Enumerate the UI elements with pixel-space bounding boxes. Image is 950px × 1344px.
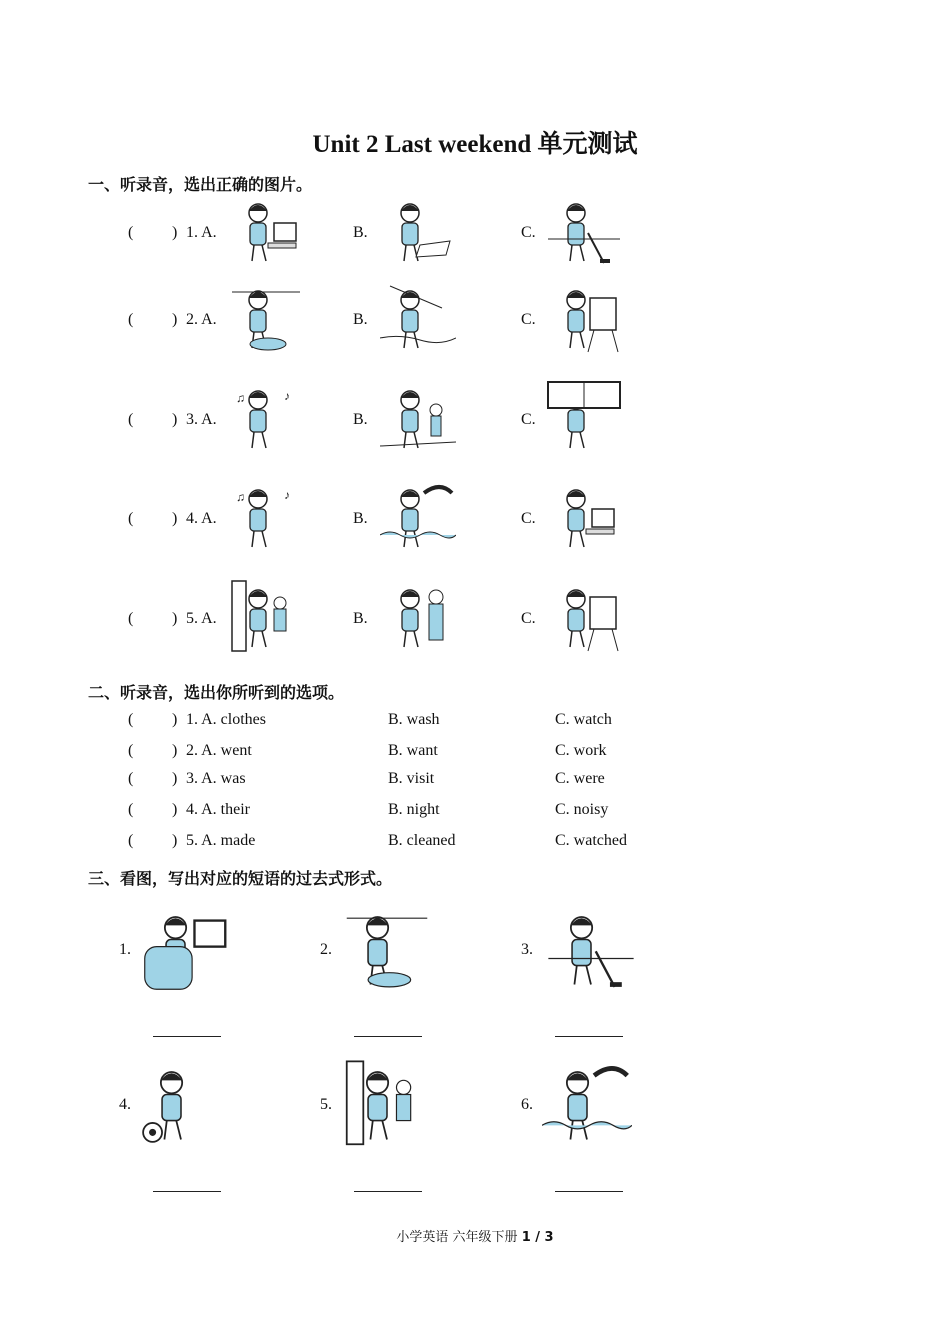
boy-reading-icon[interactable] — [546, 380, 622, 456]
answer-blank[interactable]: ) — [172, 224, 178, 241]
picture-number: 4. — [119, 1096, 131, 1113]
option-b-label: B. — [353, 610, 368, 627]
option-c-label: C. — [521, 411, 536, 428]
option-b-label: B. — [353, 510, 368, 527]
watching-tv-icon[interactable] — [140, 903, 230, 995]
question-number: 1. A. — [186, 224, 217, 241]
boy-swimming-icon[interactable] — [380, 479, 456, 555]
boy-fishing-icon[interactable] — [380, 280, 456, 356]
option-a: 3. A. was — [186, 770, 246, 787]
question-number: 2. A. — [186, 311, 217, 328]
option-b: B. night — [388, 801, 440, 818]
answer-line[interactable] — [354, 1191, 422, 1192]
answer-paren-open: ( — [128, 832, 134, 849]
question-number: 3. A. — [186, 411, 217, 428]
page-number: 1 / 3 — [521, 1230, 554, 1245]
svg-text:♫: ♫ — [236, 391, 245, 405]
answer-blank[interactable]: ) — [172, 411, 178, 428]
answer-blank[interactable]: ) — [172, 711, 178, 728]
answer-line[interactable] — [555, 1191, 623, 1192]
answer-paren-open: ( — [128, 801, 134, 818]
option-c: C. work — [555, 742, 607, 759]
girl-writing-icon[interactable] — [380, 193, 456, 269]
answer-line[interactable] — [153, 1036, 221, 1037]
option-b-label: B. — [353, 411, 368, 428]
section1-heading: 一、听录音，选出正确的图片。 — [88, 175, 313, 194]
svg-text:♫: ♫ — [236, 490, 245, 504]
playing-football-icon[interactable] — [136, 1058, 226, 1150]
option-c: C. noisy — [555, 801, 609, 818]
washing-clothes-icon[interactable] — [342, 903, 432, 995]
option-a: 5. A. made — [186, 832, 256, 849]
answer-paren-open: ( — [128, 770, 134, 787]
answer-line[interactable] — [153, 1191, 221, 1192]
answer-blank[interactable]: ) — [172, 832, 178, 849]
option-b-label: B. — [353, 311, 368, 328]
question-number: 4. A. — [186, 510, 217, 527]
girl-dancing-icon[interactable] — [228, 380, 304, 456]
section2-heading: 二、听录音，选出你所听到的选项。 — [88, 683, 345, 702]
picture-number: 5. — [320, 1096, 332, 1113]
picture-number: 1. — [119, 941, 131, 958]
option-a: 2. A. went — [186, 742, 252, 759]
answer-paren-open: ( — [128, 510, 134, 527]
picture-number: 2. — [320, 941, 332, 958]
girl-sweeping-icon[interactable] — [546, 193, 622, 269]
answer-paren-open: ( — [128, 742, 134, 759]
answer-paren-open: ( — [128, 411, 134, 428]
page-title: Unit 2 Last weekend 单元测试 — [312, 131, 638, 158]
answer-paren-open: ( — [128, 610, 134, 627]
option-c-label: C. — [521, 510, 536, 527]
option-b: B. visit — [388, 770, 435, 787]
answer-paren-open: ( — [128, 224, 134, 241]
option-c-label: C. — [521, 610, 536, 627]
option-a: 1. A. clothes — [186, 711, 266, 728]
answer-blank[interactable]: ) — [172, 610, 178, 627]
answer-line[interactable] — [555, 1036, 623, 1037]
girl-computer-icon[interactable] — [546, 479, 622, 555]
sweeping-floor-icon[interactable] — [546, 903, 636, 995]
girl-singing-icon[interactable] — [228, 479, 304, 555]
answer-blank[interactable]: ) — [172, 311, 178, 328]
girl-woman-talking-icon[interactable] — [380, 579, 456, 655]
option-c-label: C. — [521, 224, 536, 241]
svg-text:♪: ♪ — [284, 389, 290, 403]
section3-heading: 三、看图，写出对应的短语的过去式形式。 — [88, 869, 393, 888]
girl-washing-icon[interactable] — [228, 280, 304, 356]
option-c-label: C. — [521, 311, 536, 328]
answer-line[interactable] — [354, 1036, 422, 1037]
svg-text:♪: ♪ — [284, 488, 290, 502]
option-b-label: B. — [353, 224, 368, 241]
girl-computer-icon[interactable] — [228, 193, 304, 269]
option-b: B. want — [388, 742, 438, 759]
answer-blank[interactable]: ) — [172, 770, 178, 787]
girl-painting-icon[interactable] — [546, 579, 622, 655]
option-b: B. wash — [388, 711, 440, 728]
answer-blank[interactable]: ) — [172, 801, 178, 818]
picture-number: 3. — [521, 941, 533, 958]
picture-number: 6. — [521, 1096, 533, 1113]
footer-text: 小学英语 六年级下册 — [396, 1230, 518, 1245]
swimming-icon[interactable] — [542, 1058, 632, 1150]
option-c: C. watch — [555, 711, 612, 728]
option-c: C. were — [555, 770, 605, 787]
option-a: 4. A. their — [186, 801, 250, 818]
option-c: C. watched — [555, 832, 627, 849]
kids-door-icon[interactable] — [228, 579, 304, 655]
question-number: 5. A. — [186, 610, 217, 627]
answer-blank[interactable]: ) — [172, 510, 178, 527]
girl-painting-icon[interactable] — [546, 280, 622, 356]
people-hiking-icon[interactable] — [380, 380, 456, 456]
kids-door-icon[interactable] — [342, 1058, 432, 1150]
page-footer — [0, 1226, 950, 1245]
answer-paren-open: ( — [128, 311, 134, 328]
answer-paren-open: ( — [128, 711, 134, 728]
answer-blank[interactable]: ) — [172, 742, 178, 759]
option-b: B. cleaned — [388, 832, 456, 849]
